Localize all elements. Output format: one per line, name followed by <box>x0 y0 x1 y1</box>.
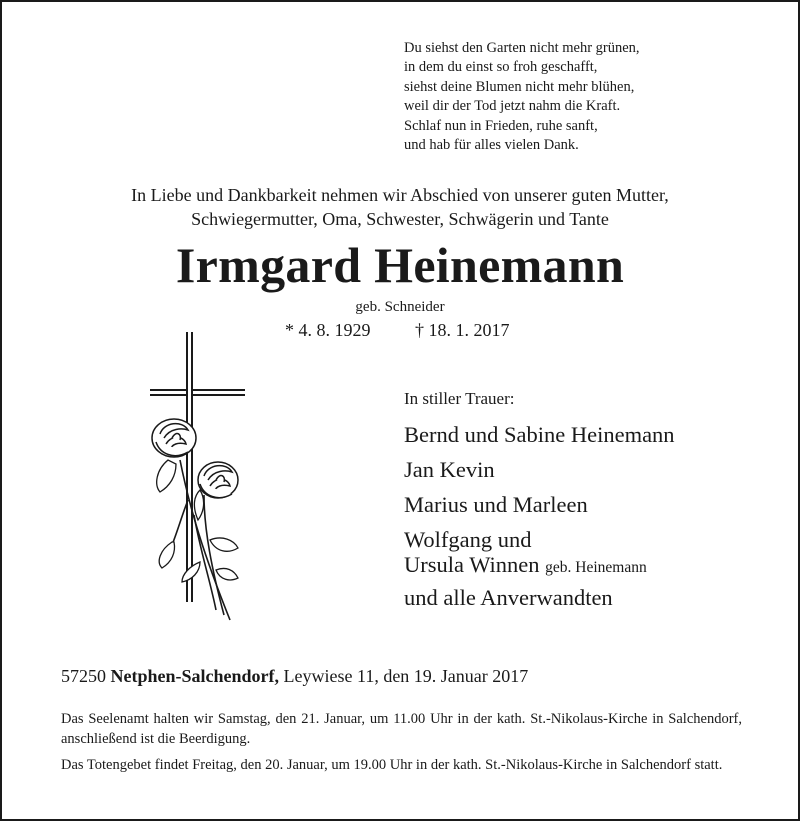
mourner-line: Jan Kevin <box>404 457 495 482</box>
mourner-line <box>404 552 675 580</box>
mourner-line: Wolfgang und <box>404 527 532 552</box>
mourning-lead: In stiller Trauer: <box>404 389 515 408</box>
poem-line: in dem du einst so froh geschafft, <box>404 59 598 76</box>
poem-line: und hab für alles vielen Dank. <box>404 137 579 154</box>
mourner-maiden-name: geb. Heinemann <box>545 559 647 576</box>
mourner-line: Bernd und Sabine Heinemann <box>404 422 675 447</box>
cross-with-roses-icon <box>142 330 262 630</box>
mourner-line: und alle Anverwandten <box>404 585 613 610</box>
address-line <box>61 666 528 687</box>
deceased-name: Irmgard Heinemann <box>175 237 625 293</box>
town: Netphen-Salchendorf, <box>110 666 280 686</box>
mourner-name: Ursula Winnen <box>404 552 540 577</box>
intro-line-1: In Liebe und Dankbarkeit nehmen wir Abschied von unserer guten Mutter, <box>131 185 669 205</box>
intro-line-2: Schwiegermutter, Oma, Schwester, Schwägerin und Tante <box>191 208 609 229</box>
death-date: † 18. 1. 2017 <box>415 320 510 340</box>
service-notes <box>61 709 742 781</box>
mourners-list <box>404 389 675 615</box>
intro-text <box>2 184 798 231</box>
prayer-note: Das Totengebet findet Freitag, den 20. Januar, um 19.00 Uhr in der kath. St.-Nikolaus-Kirche in Salchendorf statt. <box>61 757 723 773</box>
poem-line: Du siehst den Garten nicht mehr grünen, <box>404 40 640 56</box>
birth-date: * 4. 8. 1929 <box>285 320 371 340</box>
poem-line: siehst deine Blumen nicht mehr blühen, <box>404 78 635 95</box>
street-and-date: Leywiese 11, den 19. Januar 2017 <box>283 666 529 686</box>
mourner-line: Marius und Marleen <box>404 492 588 517</box>
maiden-name: geb. Schneider <box>355 299 445 315</box>
postcode: 57250 <box>61 666 106 686</box>
poem-line: weil dir der Tod jetzt nahm die Kraft. <box>404 98 621 115</box>
requiem-note: Das Seelenamt halten wir Samstag, den 21. Januar, um 11.00 Uhr in der kath. St.-Nikolaus-Kirche in Salchendorf, anschließend ist die Beerdigung. <box>61 711 742 747</box>
poem <box>404 39 640 155</box>
poem-line: Schlaf nun in Frieden, ruhe sanft, <box>404 117 598 134</box>
